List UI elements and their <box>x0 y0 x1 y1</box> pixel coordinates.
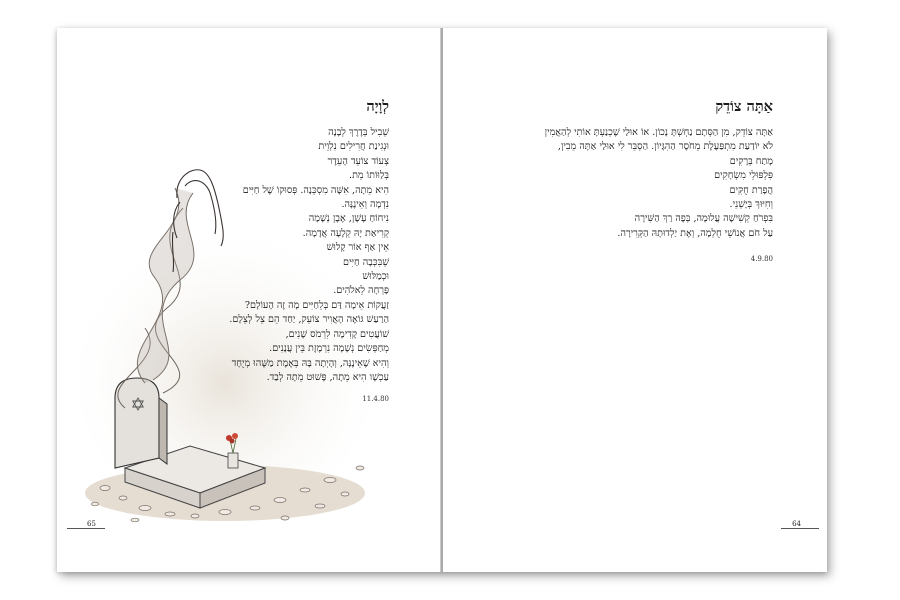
poem-line: עַל חֹם אֲנוֹשֵׁי חֻלְמָה, וְאֶת יַלְדוּתָהּ הַקְּרִירָה. <box>617 227 773 239</box>
poem-line: שְׁבִּכְּבָה חַיִּים <box>343 256 389 268</box>
footer-rule <box>67 528 105 529</box>
poem-line: אַתָּה צוֹדֵק, מִן הַסְּתָם נַחְשְׁתָּ נָכוֹן. אוֹ אוּלַי שֶׁכְנַעְתָּ אוֹתִי לְהַאֲמִין <box>544 127 773 138</box>
poem-line: פִּלְפּוּלֵי מִשְׂחָקִים <box>714 170 773 182</box>
poem-line: וְחִיּוּךְ בְּיָשְׁנֵי. <box>729 199 773 211</box>
poem-line: הִיא מֵתָה, אִשָּׁה מִסְכֵּנָה. פְּסוּקוֹ שֶׁל חַיִּים <box>242 184 389 196</box>
poem-line: וְהִיא שֶׁאֵינֶנָּה, וְהָיְתָה בָּהּ בְּאֶמֶת מַשֶּׁהוּ מְיֻחָד <box>231 357 389 369</box>
page-number: 64 <box>792 520 801 528</box>
poem-line: וּנְגִינַת חֲרִילִים נִלְוֵית <box>318 141 389 153</box>
poem-line: הֲפָרַת חֻקִּים <box>729 184 773 196</box>
poem-date: 4.9.80 <box>750 255 773 264</box>
poem-line: בִּפְרֹחַ קְשִׁישָׁה עֲלוּמָה, בְּפֶה רַךְ הַשִּׁירָה <box>634 213 773 225</box>
poem-line: צְעוֹד צוֹעֵד הָעֵדֶר <box>327 155 389 167</box>
poem-you-are-right <box>473 98 773 263</box>
poem-title: לְוָיָה <box>366 98 389 115</box>
poem-line: עַכְשָׁו הִיא מֵתָה, פָּשׁוּט מֵתָה לְבַד. <box>266 371 389 383</box>
right-page <box>443 28 827 572</box>
poem-line: קְרִיאַת יָהּ קְלָעָה אֲדָמָה. <box>302 227 389 239</box>
poem-line: בְּלַוּוֹתוֹ מֵת. <box>349 170 389 182</box>
poem-line: שְׁבִיל בְּדֶרֶךְ לְבָנָה <box>328 127 389 138</box>
poem-line: זַעֲקוֹת אֵימָה דַּם בְּלֵחַיִּים מָה זֶה הָעוֹלָם? <box>244 299 389 311</box>
poem-line: מָתַח בְּרָקִים <box>729 155 773 167</box>
poem-title: אַתָּה צוֹדֵק <box>715 98 773 115</box>
book-spread <box>57 28 827 572</box>
page-number: 65 <box>87 520 96 528</box>
footer-rule <box>781 528 819 529</box>
poem-date: 11.4.80 <box>362 395 389 404</box>
poem-line: נִדְמָה וְאֵינֶנָּה. <box>341 199 389 211</box>
poem-line: לֹא יוֹדַעַת מִתְפַּעֶלֶת מֵחֹסֶר הַהִגָּיוֹן. הַסְבֵּר לִי אוּלַי אַתָּה מֵבִין, <box>557 141 773 153</box>
poem-line: הַרַעַשׁ גּוֹאֶה הָאֲוִיר צוֹעֵק, יַחַד הֵם צֵל לְצֵלָם. <box>229 314 389 326</box>
poem-line: נִיחוֹחַ עָשָׁן, אֶבֶן נְשָׁמָה <box>308 213 389 225</box>
poem-line: אֵין אַף אוֹר קָלוּשׁ <box>326 242 389 254</box>
poem-line: וּכְמַלּוּשׁ <box>362 271 389 283</box>
poem-line: שׁוֹעֲטִים קָדִימָה לִרְמֹס שָׁנִים, <box>285 328 389 340</box>
poem-funeral <box>159 98 389 403</box>
poem-line: פָּרְחָה לֵאלֹהִים. <box>333 285 389 297</box>
left-page <box>57 28 441 572</box>
poem-line: מְחַפְּשִׂים נְשָׁמָה נִרְמֶזֶת בֵּין עֲנָנִים. <box>269 343 389 355</box>
